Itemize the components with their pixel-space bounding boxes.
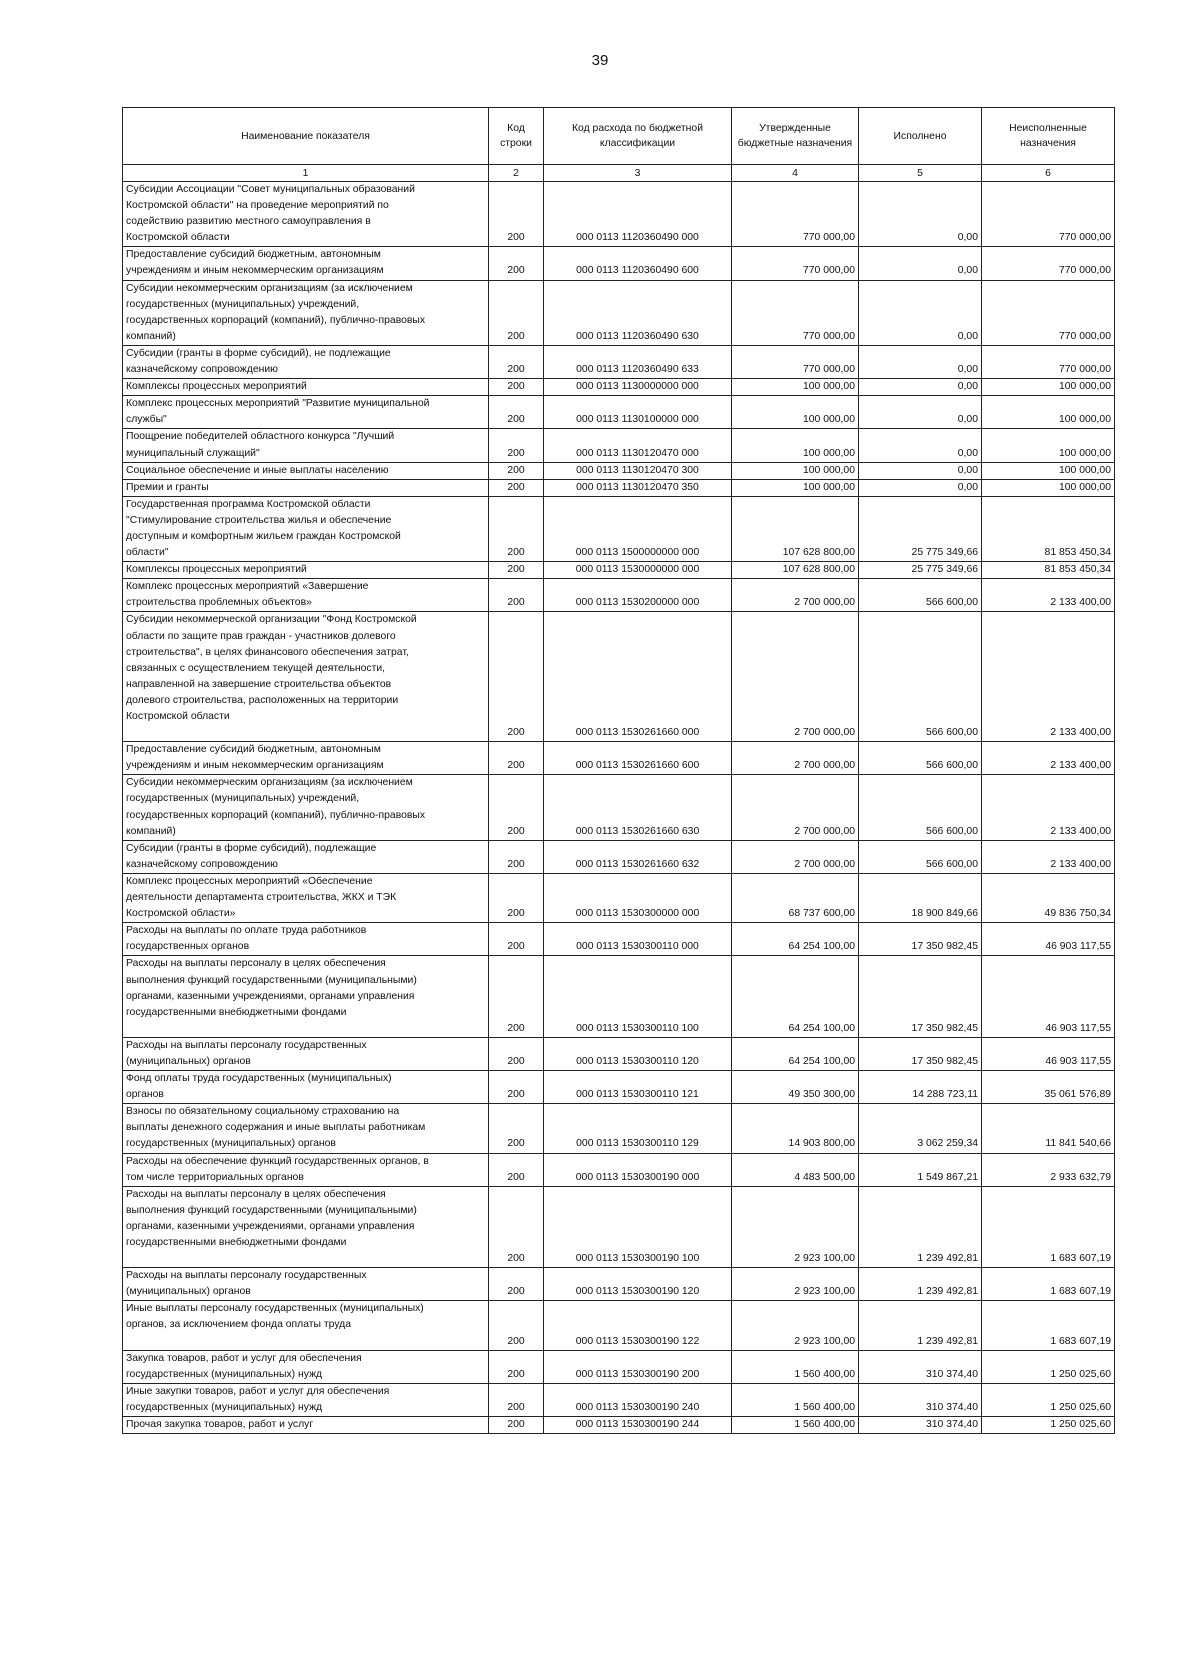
row-budget-code: 000 0113 1130120470 300: [544, 462, 732, 479]
row-name-line: муниципальный служащий": [126, 447, 260, 459]
row-unexecuted: 2 133 400,00: [982, 579, 1115, 612]
row-line-code: 200: [489, 280, 544, 345]
row-budget-code: 000 0113 1530261660 632: [544, 840, 732, 873]
row-line-code: 200: [489, 873, 544, 922]
row-name-line: Премии и гранты: [126, 481, 209, 493]
row-name-line: Костромской области" на проведение мероприятий по: [126, 200, 389, 212]
row-name-line: деятельности департамента строительства, ЖКХ и ТЭК: [126, 892, 397, 904]
row-name-line: выполнения функций государственными (муниципальными): [126, 974, 417, 986]
row-unexecuted: 100 000,00: [982, 429, 1115, 462]
table-row: [123, 612, 1115, 742]
row-executed: 1 549 867,21: [859, 1153, 982, 1186]
row-name-line: службы": [126, 414, 167, 426]
row-unexecuted: 1 683 607,19: [982, 1301, 1115, 1350]
row-name: [123, 873, 489, 922]
row-name-line: государственных органов: [126, 941, 250, 953]
row-name-line: органов, за исключением фонда оплаты труда: [126, 1319, 352, 1331]
row-executed: 0,00: [859, 247, 982, 280]
row-name-line: Костромской области: [126, 711, 230, 722]
table-row: [123, 1153, 1115, 1186]
row-budget-code: 000 0113 1130100000 000: [544, 396, 732, 429]
row-name-line: компаний): [126, 825, 176, 837]
row-approved: 2 923 100,00: [732, 1268, 859, 1301]
table-row: [123, 429, 1115, 462]
row-name-line: государственными внебюджетными фондами: [126, 1237, 347, 1248]
row-line-code: 200: [489, 1037, 544, 1070]
row-name-line: Поощрение победителей областного конкурса "Лучший: [126, 431, 395, 443]
table-row: [123, 345, 1115, 378]
row-budget-code: 000 0113 1530000000 000: [544, 562, 732, 579]
row-name-line: органов: [126, 1089, 164, 1101]
row-unexecuted: 770 000,00: [982, 280, 1115, 345]
row-name-line: органами, казенными учреждениями, органами управления: [126, 1220, 415, 1232]
row-name-line: (муниципальных) органов: [126, 1055, 251, 1067]
row-name: [123, 923, 489, 956]
row-budget-code: 000 0113 1530300190 200: [544, 1350, 732, 1383]
row-unexecuted: 49 836 750,34: [982, 873, 1115, 922]
row-unexecuted: 1 683 607,19: [982, 1268, 1115, 1301]
row-executed: 0,00: [859, 429, 982, 462]
row-line-code: 200: [489, 1268, 544, 1301]
row-budget-code: 000 0113 1530300190 122: [544, 1301, 732, 1350]
row-approved: 770 000,00: [732, 182, 859, 247]
row-line-code: 200: [489, 775, 544, 840]
row-name-line: Прочая закупка товаров, работ и услуг: [126, 1419, 314, 1431]
row-approved: 1 560 400,00: [732, 1417, 859, 1434]
row-approved: 770 000,00: [732, 345, 859, 378]
row-name-line: Субсидии (гранты в форме субсидий), подлежащие: [126, 842, 377, 854]
row-executed: 25 775 349,66: [859, 496, 982, 561]
row-unexecuted: 2 133 400,00: [982, 840, 1115, 873]
row-executed: 25 775 349,66: [859, 562, 982, 579]
table-row: [123, 579, 1115, 612]
row-budget-code: 000 0113 1120360490 630: [544, 280, 732, 345]
row-executed: 3 062 259,34: [859, 1104, 982, 1153]
row-approved: 100 000,00: [732, 462, 859, 479]
row-name-line: [126, 1021, 485, 1037]
row-approved: 107 628 800,00: [732, 562, 859, 579]
header-name: Наименование показателя: [123, 108, 489, 165]
column-number-row: [123, 165, 1115, 182]
row-line-code: 200: [489, 345, 544, 378]
row-unexecuted: 1 250 025,60: [982, 1350, 1115, 1383]
table-body: [123, 182, 1115, 1434]
row-approved: 2 700 000,00: [732, 840, 859, 873]
row-approved: 100 000,00: [732, 379, 859, 396]
row-name-line: области": [126, 547, 169, 559]
row-name-line: государственных (муниципальных) учреждений,: [126, 793, 360, 805]
table-row: [123, 956, 1115, 1037]
row-name-line: органами, казенными учреждениями, органами управления: [126, 990, 415, 1002]
table-row: [123, 775, 1115, 840]
row-name: [123, 1301, 489, 1350]
row-name-line: Комплекс процессных мероприятий «Обеспечение: [126, 875, 373, 887]
row-executed: 0,00: [859, 345, 982, 378]
row-budget-code: 000 0113 1530300110 120: [544, 1037, 732, 1070]
column-number: 2: [489, 165, 544, 182]
row-line-code: 200: [489, 562, 544, 579]
row-name-line: долевого строительства, расположенных на территории: [126, 694, 399, 706]
row-approved: 100 000,00: [732, 396, 859, 429]
row-executed: 0,00: [859, 280, 982, 345]
column-number: 3: [544, 165, 732, 182]
row-approved: 2 923 100,00: [732, 1301, 859, 1350]
row-name-line: Иные выплаты персоналу государственных (муниципальных): [126, 1303, 424, 1315]
row-line-code: 200: [489, 1071, 544, 1104]
row-line-code: 200: [489, 1153, 544, 1186]
row-line-code: 200: [489, 1350, 544, 1383]
row-name-line: Комплекс процессных мероприятий "Развитие муниципальной: [126, 398, 430, 410]
row-name-line: Иные закупки товаров, работ и услуг для обеспечения: [126, 1385, 390, 1397]
row-approved: 1 560 400,00: [732, 1383, 859, 1416]
row-name: [123, 1268, 489, 1301]
row-name-line: Расходы на выплаты персоналу в целях обеспечения: [126, 958, 386, 970]
row-name-line: Расходы на обеспечение функций государственных органов, в: [126, 1155, 429, 1167]
row-name-line: государственных корпораций (компаний), публично-правовых: [126, 314, 426, 326]
row-name-line: государственных (муниципальных) органов: [126, 1138, 336, 1150]
table-row: [123, 1301, 1115, 1350]
row-name-line: Субсидии (гранты в форме субсидий), не подлежащие: [126, 347, 391, 359]
row-name-line: Костромской области»: [126, 908, 236, 920]
header-approved: Утвержденные бюджетные назначения: [732, 108, 859, 165]
row-name-line: государственных корпораций (компаний), публично-правовых: [126, 809, 426, 821]
row-approved: 64 254 100,00: [732, 923, 859, 956]
row-name: [123, 1104, 489, 1153]
row-name-line: государственных (муниципальных) нужд: [126, 1401, 323, 1413]
row-name-line: Субсидии Ассоциации "Совет муниципальных образований: [126, 184, 415, 195]
column-number: 6: [982, 165, 1115, 182]
row-name-line: Расходы на выплаты по оплате труда работников: [126, 925, 367, 937]
row-name-line: учреждениям и иным некоммерческим организациям: [126, 760, 384, 772]
row-line-code: 200: [489, 1417, 544, 1434]
row-executed: 17 350 982,45: [859, 1037, 982, 1070]
row-line-code: 200: [489, 1186, 544, 1267]
row-name-line: Взносы по обязательному социальному страхованию на: [126, 1106, 400, 1118]
row-executed: 0,00: [859, 182, 982, 247]
row-budget-code: 000 0113 1530300110 129: [544, 1104, 732, 1153]
table-row: [123, 1186, 1115, 1267]
row-name: [123, 280, 489, 345]
table-row: [123, 873, 1115, 922]
column-number: 5: [859, 165, 982, 182]
row-name-line: Расходы на выплаты персоналу государственных: [126, 1039, 367, 1051]
row-name: [123, 1350, 489, 1383]
row-budget-code: 000 0113 1530300000 000: [544, 873, 732, 922]
row-line-code: 200: [489, 396, 544, 429]
row-line-code: 200: [489, 429, 544, 462]
row-name: [123, 496, 489, 561]
row-name-line: государственных (муниципальных) учреждений,: [126, 298, 360, 310]
row-budget-code: 000 0113 1130120470 000: [544, 429, 732, 462]
row-line-code: 200: [489, 579, 544, 612]
row-unexecuted: 2 133 400,00: [982, 612, 1115, 742]
row-name: [123, 562, 489, 579]
row-executed: 1 239 492,81: [859, 1268, 982, 1301]
row-approved: 2 700 000,00: [732, 742, 859, 775]
row-budget-code: 000 0113 1530261660 600: [544, 742, 732, 775]
row-executed: 18 900 849,66: [859, 873, 982, 922]
row-unexecuted: 35 061 576,89: [982, 1071, 1115, 1104]
row-name-line: Предоставление субсидий бюджетным, автономным: [126, 249, 381, 261]
row-name-line: Субсидии некоммерческим организациям (за исключением: [126, 777, 413, 789]
row-name-line: Государственная программа Костромской области: [126, 498, 371, 510]
row-name: [123, 479, 489, 496]
row-name-line: Субсидии некоммерческим организациям (за исключением: [126, 282, 413, 294]
row-approved: 107 628 800,00: [732, 496, 859, 561]
row-name-line: государственных (муниципальных) нужд: [126, 1368, 323, 1380]
row-name-line: компаний): [126, 330, 176, 342]
row-name-line: том числе территориальных органов: [126, 1171, 304, 1183]
row-name-line: учреждениям и иным некоммерческим организациям: [126, 265, 384, 277]
row-executed: 0,00: [859, 462, 982, 479]
row-budget-code: 000 0113 1530300110 100: [544, 956, 732, 1037]
row-unexecuted: 81 853 450,34: [982, 562, 1115, 579]
table-row: [123, 923, 1115, 956]
row-unexecuted: 770 000,00: [982, 182, 1115, 247]
header-unexecuted: Неисполненные назначения: [982, 108, 1115, 165]
row-budget-code: 000 0113 1130000000 000: [544, 379, 732, 396]
row-unexecuted: 1 250 025,60: [982, 1383, 1115, 1416]
row-name: [123, 1071, 489, 1104]
row-name: [123, 775, 489, 840]
row-line-code: 200: [489, 1104, 544, 1153]
table-row: [123, 1071, 1115, 1104]
row-unexecuted: 770 000,00: [982, 247, 1115, 280]
row-approved: 2 700 000,00: [732, 612, 859, 742]
row-name-line: казначейскому сопровождению: [126, 364, 278, 376]
table-row: [123, 479, 1115, 496]
header-executed: Исполнено: [859, 108, 982, 165]
row-name-line: выплаты денежного содержания и иные выплаты работникам: [126, 1122, 426, 1134]
row-name: [123, 1037, 489, 1070]
row-unexecuted: 770 000,00: [982, 345, 1115, 378]
row-name-line: Комплексы процессных мероприятий: [126, 381, 307, 393]
table-row: [123, 280, 1115, 345]
row-name-line: Костромской области: [126, 232, 230, 244]
row-line-code: 200: [489, 379, 544, 396]
row-unexecuted: 11 841 540,66: [982, 1104, 1115, 1153]
row-executed: 1 239 492,81: [859, 1186, 982, 1267]
row-name-line: Расходы на выплаты персоналу государственных: [126, 1270, 367, 1282]
row-budget-code: 000 0113 1530261660 630: [544, 775, 732, 840]
row-name: [123, 345, 489, 378]
table-row: [123, 1037, 1115, 1070]
table-row: [123, 247, 1115, 280]
row-executed: 0,00: [859, 379, 982, 396]
row-executed: 566 600,00: [859, 775, 982, 840]
row-executed: 310 374,40: [859, 1350, 982, 1383]
row-executed: 0,00: [859, 396, 982, 429]
row-unexecuted: 100 000,00: [982, 479, 1115, 496]
row-name-line: строительства", в целях финансового обеспечения затрат,: [126, 646, 409, 658]
column-number: 1: [123, 165, 489, 182]
row-line-code: 200: [489, 479, 544, 496]
row-line-code: 200: [489, 247, 544, 280]
row-budget-code: 000 0113 1530300190 244: [544, 1417, 732, 1434]
row-executed: 566 600,00: [859, 840, 982, 873]
row-approved: 100 000,00: [732, 479, 859, 496]
row-name: [123, 742, 489, 775]
row-name-line: Закупка товаров, работ и услуг для обеспечения: [126, 1352, 362, 1364]
budget-execution-table: [122, 107, 1115, 1434]
row-approved: 68 737 600,00: [732, 873, 859, 922]
row-approved: 4 483 500,00: [732, 1153, 859, 1186]
row-budget-code: 000 0113 1500000000 000: [544, 496, 732, 561]
table-row: [123, 1417, 1115, 1434]
row-line-code: 200: [489, 1301, 544, 1350]
row-name-line: Комплекс процессных мероприятий «Завершение: [126, 581, 369, 593]
row-name: [123, 247, 489, 280]
row-line-code: 200: [489, 496, 544, 561]
row-name: [123, 956, 489, 1037]
row-budget-code: 000 0113 1530200000 000: [544, 579, 732, 612]
column-number: 4: [732, 165, 859, 182]
row-executed: 0,00: [859, 479, 982, 496]
row-name: [123, 379, 489, 396]
row-executed: 1 239 492,81: [859, 1301, 982, 1350]
row-executed: 310 374,40: [859, 1383, 982, 1416]
header-budget-code: Код расхода по бюджетной классификации: [544, 108, 732, 165]
row-unexecuted: 1 683 607,19: [982, 1186, 1115, 1267]
row-name: [123, 1383, 489, 1416]
row-name-line: Комплексы процессных мероприятий: [126, 564, 307, 576]
row-budget-code: 000 0113 1530300190 120: [544, 1268, 732, 1301]
page-number: 39: [591, 52, 609, 69]
row-approved: 100 000,00: [732, 429, 859, 462]
row-name-line: Фонд оплаты труда государственных (муниципальных): [126, 1073, 392, 1085]
row-approved: 64 254 100,00: [732, 956, 859, 1037]
row-unexecuted: 46 903 117,55: [982, 923, 1115, 956]
row-budget-code: 000 0113 1120360490 633: [544, 345, 732, 378]
row-unexecuted: 81 853 450,34: [982, 496, 1115, 561]
row-name-line: [126, 1334, 485, 1350]
row-name-line: государственными внебюджетными фондами: [126, 1006, 347, 1018]
row-budget-code: 000 0113 1530300190 100: [544, 1186, 732, 1267]
row-budget-code: 000 0113 1530300110 121: [544, 1071, 732, 1104]
row-executed: 566 600,00: [859, 612, 982, 742]
row-name: [123, 1186, 489, 1267]
row-name: [123, 840, 489, 873]
row-name-line: содействию развитию местного самоуправления в: [126, 216, 371, 228]
row-name-line: связанных с осуществлением текущей деятельности,: [126, 662, 386, 674]
row-budget-code: 000 0113 1120360490 600: [544, 247, 732, 280]
row-name: [123, 429, 489, 462]
row-unexecuted: 1 250 025,60: [982, 1417, 1115, 1434]
row-budget-code: 000 0113 1530300110 000: [544, 923, 732, 956]
table-row: [123, 396, 1115, 429]
row-unexecuted: 100 000,00: [982, 462, 1115, 479]
table-row: [123, 742, 1115, 775]
row-approved: 49 350 300,00: [732, 1071, 859, 1104]
row-name-line: Социальное обеспечение и иные выплаты населению: [126, 464, 389, 476]
row-name: [123, 579, 489, 612]
row-line-code: 200: [489, 742, 544, 775]
row-unexecuted: 2 133 400,00: [982, 742, 1115, 775]
table-row: [123, 1383, 1115, 1416]
table-row: [123, 1104, 1115, 1153]
row-approved: 2 923 100,00: [732, 1186, 859, 1267]
row-approved: 770 000,00: [732, 247, 859, 280]
row-executed: 566 600,00: [859, 742, 982, 775]
row-name-line: направленной на завершение строительства объектов: [126, 678, 392, 690]
row-unexecuted: 100 000,00: [982, 396, 1115, 429]
row-unexecuted: 46 903 117,55: [982, 1037, 1115, 1070]
row-name: [123, 396, 489, 429]
row-line-code: 200: [489, 840, 544, 873]
row-line-code: 200: [489, 182, 544, 247]
row-executed: 14 288 723,11: [859, 1071, 982, 1104]
row-unexecuted: 100 000,00: [982, 379, 1115, 396]
row-name-line: области по защите прав граждан - участников долевого: [126, 630, 396, 642]
row-executed: 566 600,00: [859, 579, 982, 612]
row-name-line: выполнения функций государственными (муниципальными): [126, 1204, 417, 1216]
row-name-line: [126, 725, 485, 741]
row-executed: 310 374,40: [859, 1417, 982, 1434]
table-header-row: [123, 108, 1115, 165]
row-approved: 2 700 000,00: [732, 579, 859, 612]
header-line-code: Код строки: [489, 108, 544, 165]
row-budget-code: 000 0113 1530300190 240: [544, 1383, 732, 1416]
row-name-line: казначейскому сопровождению: [126, 858, 278, 870]
table-row: [123, 182, 1115, 247]
row-line-code: 200: [489, 956, 544, 1037]
row-approved: 770 000,00: [732, 280, 859, 345]
row-approved: 14 903 800,00: [732, 1104, 859, 1153]
row-name-line: доступным и комфортным жильем граждан Костромской: [126, 530, 401, 542]
row-approved: 1 560 400,00: [732, 1350, 859, 1383]
table-row: [123, 562, 1115, 579]
row-line-code: 200: [489, 462, 544, 479]
row-line-code: 200: [489, 1383, 544, 1416]
row-name-line: Субсидии некоммерческой организации "Фонд Костромской: [126, 614, 417, 626]
row-name-line: "Стимулирование строительства жилья и обеспечение: [126, 514, 392, 526]
row-name: [123, 1153, 489, 1186]
row-budget-code: 000 0113 1120360490 000: [544, 182, 732, 247]
row-approved: 64 254 100,00: [732, 1037, 859, 1070]
row-name: [123, 612, 489, 742]
row-unexecuted: 2 933 632,79: [982, 1153, 1115, 1186]
table-row: [123, 496, 1115, 561]
row-name: [123, 462, 489, 479]
row-executed: 17 350 982,45: [859, 923, 982, 956]
table-row: [123, 840, 1115, 873]
table-row: [123, 1350, 1115, 1383]
table-row: [123, 1268, 1115, 1301]
table-row: [123, 379, 1115, 396]
row-name: [123, 1417, 489, 1434]
row-budget-code: 000 0113 1530261660 000: [544, 612, 732, 742]
row-name: [123, 182, 489, 247]
row-approved: 2 700 000,00: [732, 775, 859, 840]
row-name-line: (муниципальных) органов: [126, 1286, 251, 1298]
row-budget-code: 000 0113 1530300190 000: [544, 1153, 732, 1186]
row-name-line: [126, 1251, 485, 1267]
row-executed: 17 350 982,45: [859, 956, 982, 1037]
row-name-line: строительства проблемных объектов»: [126, 597, 312, 609]
row-unexecuted: 2 133 400,00: [982, 775, 1115, 840]
row-line-code: 200: [489, 923, 544, 956]
row-name-line: Предоставление субсидий бюджетным, автономным: [126, 744, 381, 756]
table-row: [123, 462, 1115, 479]
row-name-line: Расходы на выплаты персоналу в целях обеспечения: [126, 1188, 386, 1200]
row-line-code: 200: [489, 612, 544, 742]
row-unexecuted: 46 903 117,55: [982, 956, 1115, 1037]
row-budget-code: 000 0113 1130120470 350: [544, 479, 732, 496]
